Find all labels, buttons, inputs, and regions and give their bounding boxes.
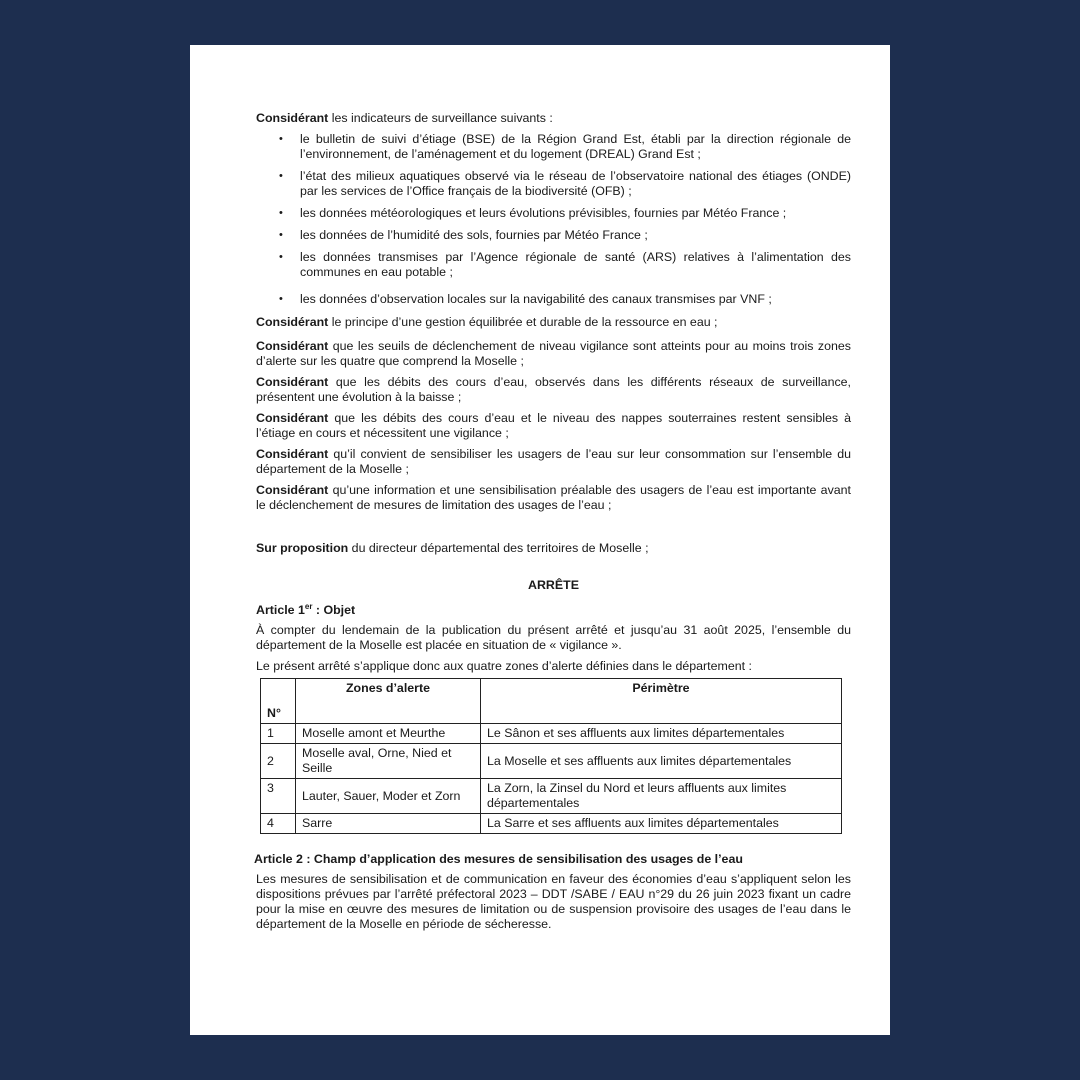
table-row [261, 724, 842, 744]
cell-zone: Lauter, Sauer, Moder et Zorn [296, 779, 481, 814]
alert-zones-table [260, 678, 842, 834]
table-row [261, 744, 842, 779]
considerant-text: qu’une information et une sensibilisation préalable des usagers de l’eau est importante avant le déclenchement de mesures de limitation des usages de l’eau ; [256, 483, 851, 512]
considerant-lead: Considérant [256, 375, 329, 389]
considerant-paragraph [256, 375, 851, 405]
document-page [190, 45, 890, 1035]
cell-perimetre: Le Sânon et ses affluents aux limites départementales [481, 724, 842, 744]
considerant-text: le principe d’une gestion équilibrée et durable de la ressource en eau ; [328, 315, 718, 329]
article-1-paragraph: Le présent arrêté s’applique donc aux quatre zones d’alerte définies dans le département : [256, 659, 752, 674]
considerant-intro [256, 111, 851, 126]
considerant-paragraph [256, 447, 851, 477]
proposition-paragraph [256, 541, 851, 556]
proposition-text: du directeur départemental des territoires de Moselle ; [348, 541, 649, 555]
considerant-paragraph [256, 315, 851, 330]
header-zones: Zones d’alerte [296, 679, 481, 724]
header-number-label: N° [267, 706, 281, 721]
document-body [256, 111, 851, 938]
cell-number: 3 [261, 779, 296, 814]
table-header-row [261, 679, 842, 724]
indicator-item: • les données de l’humidité des sols, fournies par Météo France ; [256, 228, 851, 243]
cell-number: 1 [261, 724, 296, 744]
considerant-paragraph [256, 483, 851, 513]
cell-zone: Sarre [296, 814, 481, 834]
considerant-text: les indicateurs de surveillance suivants : [328, 111, 553, 125]
article-2-title: Article 2 : Champ d’application des mesures de sensibilisation des usages de l’eau [254, 852, 743, 867]
indicator-item: • les données d’observation locales sur la navigabilité des canaux transmises par VNF ; [256, 292, 851, 307]
article-1-title-rest: : Objet [312, 603, 356, 618]
cell-zone: Moselle aval, Orne, Nied et Seille [296, 744, 481, 779]
considerant-lead: Considérant [256, 447, 329, 461]
header-number [261, 679, 296, 724]
considerant-lead: Considérant [256, 411, 329, 425]
cell-perimetre: La Zorn, la Zinsel du Nord et leurs affluents aux limites départementales [481, 779, 842, 814]
considerant-lead: Considérant [256, 111, 329, 125]
cell-zone: Moselle amont et Meurthe [296, 724, 481, 744]
indicator-item: • le bulletin de suivi d’étiage (BSE) de la Région Grand Est, établi par la direction régionale de l’environnement, de l’aménagement et du logement (DREAL) Grand Est ; [256, 132, 851, 162]
cell-perimetre: La Moselle et ses affluents aux limites départementales [481, 744, 842, 779]
table-row [261, 779, 842, 814]
arrete-title: ARRÊTE [528, 578, 579, 592]
article-1-title-sup: er [304, 602, 313, 611]
considerant-lead: Considérant [256, 483, 329, 497]
cell-number: 4 [261, 814, 296, 834]
indicator-item: • l’état des milieux aquatiques observé via le réseau de l’observatoire national des étiages (ONDE) par les services de l’Office français de la biodiversité (OFB) ; [256, 169, 851, 199]
header-perimetre: Périmètre [481, 679, 842, 724]
table-row [261, 814, 842, 834]
considerant-paragraph [256, 411, 851, 441]
considerant-lead: Considérant [256, 315, 329, 329]
cell-number: 2 [261, 744, 296, 779]
article-1-title-main: Article 1 [256, 603, 305, 618]
indicator-item: • les données météorologiques et leurs évolutions prévisibles, fournies par Météo France ; [256, 206, 851, 221]
considerant-paragraph [256, 339, 851, 369]
article-1-title [256, 599, 851, 618]
spacer [256, 519, 851, 541]
proposition-lead: Sur proposition [256, 541, 349, 555]
cell-perimetre: La Sarre et ses affluents aux limites départementales [481, 814, 842, 834]
indicator-list [256, 132, 851, 307]
considerant-text: que les débits des cours d’eau, observés dans les différents réseaux de surveillance, présentent une évolution à la baisse ; [256, 375, 851, 404]
indicator-item: • les données transmises par l’Agence régionale de santé (ARS) relatives à l’alimentation des communes en eau potable ; [256, 250, 851, 280]
considerant-text: que les débits des cours d’eau et le niveau des nappes souterraines restent sensibles à l’étiage en cours et nécessitent une vigilance ; [256, 411, 851, 440]
article-2-paragraph: Les mesures de sensibilisation et de communication en faveur des économies d’eau s’appliquent selon les dispositions prévues par l’arrêté préfectoral 2023 – DDT /SABE / EAU n°29 du 26 juin 2023 fixant un cadre pour la mise en œuvre des mesures de limitation ou de suspension provisoire des usages de l’eau dans le département de la Moselle en période de sécheresse. [256, 872, 851, 932]
considerant-lead: Considérant [256, 339, 329, 353]
article-1-paragraph: À compter du lendemain de la publication du présent arrêté et jusqu’au 31 août 2025, l’ensemble du département de la Moselle est placée en situation de « vigilance ». [256, 623, 851, 653]
considerant-text: que les seuils de déclenchement de niveau vigilance sont atteints pour au moins trois zones d’alerte sur les quatre que comprend la Moselle ; [256, 339, 851, 368]
considerant-text: qu’il convient de sensibiliser les usagers de l’eau sur leur consommation sur l’ensemble du département de la Moselle ; [256, 447, 851, 476]
